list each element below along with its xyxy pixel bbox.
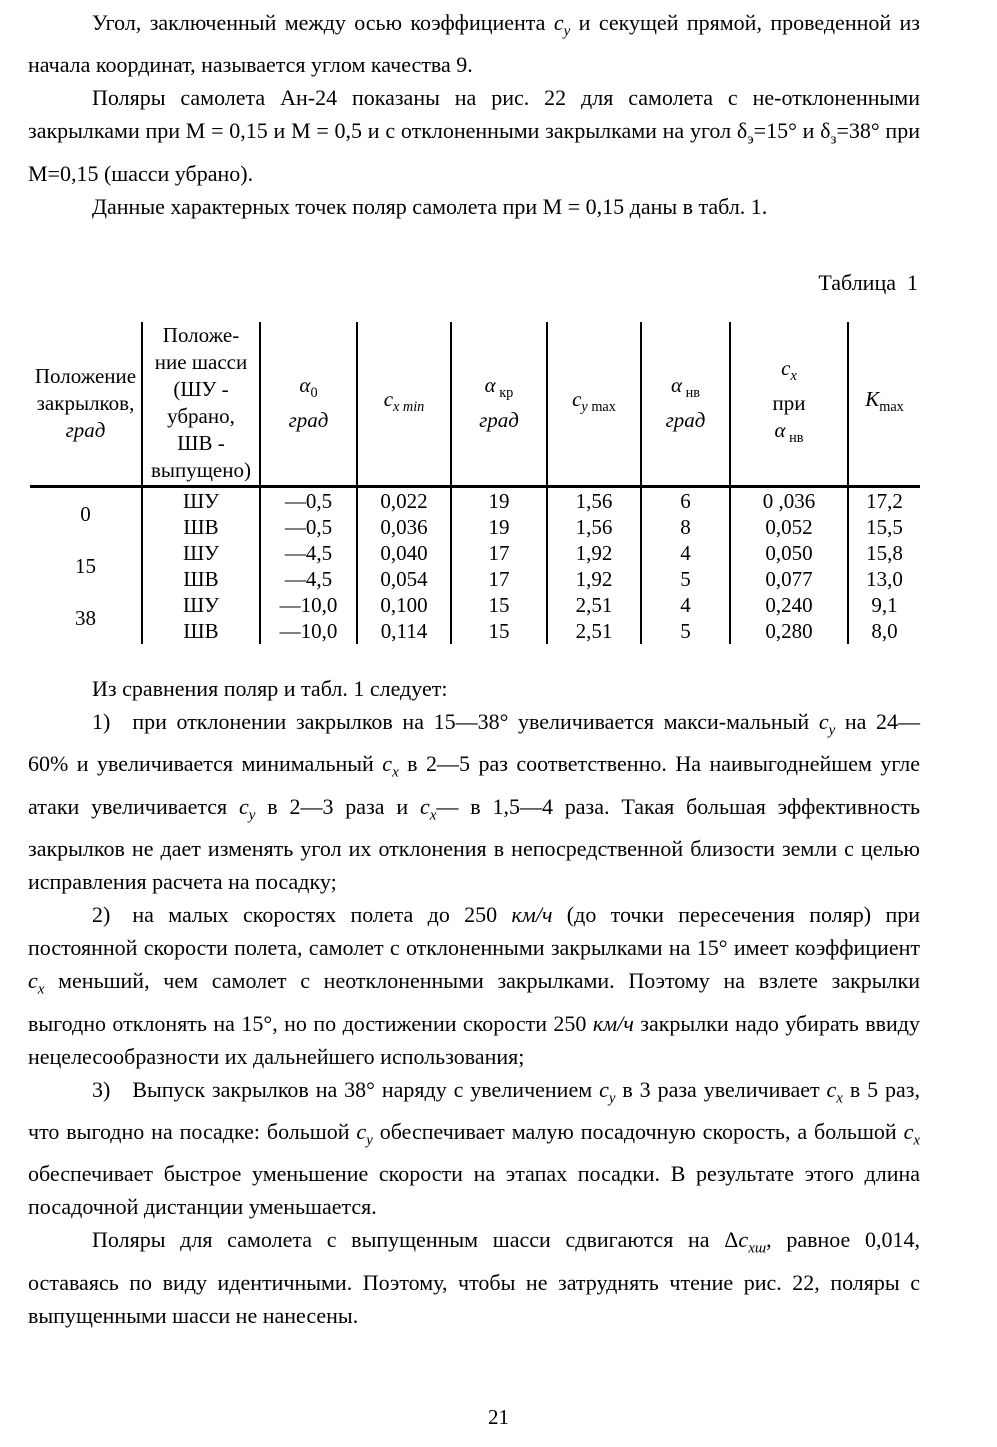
data-cell: 1,92 <box>547 566 641 592</box>
data-cell: —0,5 <box>260 514 357 540</box>
data-cell: ШУ <box>142 486 260 514</box>
data-cell: 4 <box>641 592 730 618</box>
data-cell: 0,077 <box>730 566 848 592</box>
data-cell: 15,8 <box>848 540 920 566</box>
table-row <box>30 540 920 566</box>
data-cell: 9,1 <box>848 592 920 618</box>
data-cell: ШВ <box>142 514 260 540</box>
paragraph-closing: Поляры для самолета с выпущенным шасси сдвигаются на $\Delta c_{хш}$, равное 0,014, оставаясь по виду идентичными. Поэтому, чтобы не затруднять чтение рис. 22, поляры с выпущенными шасси не нанесены. <box>28 1227 920 1328</box>
intro-section <box>28 6 920 223</box>
data-cell: 17 <box>451 540 547 566</box>
data-cell: —4,5 <box>260 566 357 592</box>
page-number: 21 <box>488 1405 509 1429</box>
data-cell: —4,5 <box>260 540 357 566</box>
data-cell: 17 <box>451 566 547 592</box>
data-cell: 8 <box>641 514 730 540</box>
header-alpha-cr: α $_{кр}$ град <box>451 322 547 486</box>
data-cell: 0,280 <box>730 618 848 644</box>
data-cell: 4 <box>641 540 730 566</box>
header-cy-max: $c_y$ $_{max}$ <box>547 322 641 486</box>
analysis-section <box>28 672 920 1332</box>
data-cell: 0 ,036 <box>730 486 848 514</box>
data-cell: 5 <box>641 566 730 592</box>
data-cell: ШВ <box>142 566 260 592</box>
paragraph-quality-angle: Угол, заключенный между осью коэффициента $c_y$ и секущей прямой, проведенной из начала координат, называется углом качества 9. <box>28 10 920 78</box>
flap-cell: 38 <box>75 605 96 630</box>
data-cell: 0,114 <box>357 618 451 644</box>
data-cell: 15 <box>451 592 547 618</box>
data-cell: 0,052 <box>730 514 848 540</box>
table-1 <box>30 322 920 644</box>
data-cell: 17,2 <box>848 486 920 514</box>
data-cell: 8,0 <box>848 618 920 644</box>
header-alpha-nv: α $_{нв}$ град <box>641 322 730 486</box>
data-cell: 19 <box>451 514 547 540</box>
paragraph-table-reference: Данные характерных точек поляр самолета при М = 0,15 даны в табл. 1. <box>92 193 768 219</box>
table-row <box>30 618 920 644</box>
paragraph-comparison-intro: Из сравнения поляр и табл. 1 следует: <box>92 676 448 701</box>
data-cell: 1,56 <box>547 486 641 514</box>
header-cx-min: $c_{x min}$ <box>357 322 451 486</box>
data-cell: 0,100 <box>357 592 451 618</box>
data-cell: 2,51 <box>547 618 641 644</box>
table-caption: Таблица 1 <box>818 270 918 295</box>
paragraph-item-2: 2) на малых скоростях полета до 250 км/ч (до точки пересечения поляр) при постоянной скорости полета, самолет с отклоненными закрылками на 15° имеет коэффициент $c_x$ меньший, чем самолет с неотклоненными закрылками. Поэтому на взлете закрылки выгодно отклонять на 15°, но по достижении скорости 250 км/ч закрылки надо убирать ввиду нецелесообразности их дальнейшего использования; <box>28 902 920 1069</box>
flap-cell: 0 <box>80 501 91 526</box>
data-cell: —0,5 <box>260 486 357 514</box>
table-row <box>30 514 920 540</box>
paragraph-item-1: 1) при отклонении закрылков на 15—38° увеличивается макси-мальный $c_y$ на 24—60% и увеличивается минимальный $c_x$ в 2—5 раз соответственно. На наивыгоднейшем угле атаки увеличивается $c_y$ в 2—3 раза и $c_x—$ в 1,5—4 раза. Такая большая эффективность закрылков не дает изменять угол их отклонения в непосредственной близости земли с целью исправления расчета на посадку; <box>28 709 921 895</box>
data-cell: 0,036 <box>357 514 451 540</box>
table-header-row <box>30 322 920 486</box>
data-cell: 6 <box>641 486 730 514</box>
header-alpha0: $\alpha_0$ град <box>260 322 357 486</box>
data-cell: 0,040 <box>357 540 451 566</box>
data-cell: 2,51 <box>547 592 641 618</box>
data-cell: 0,050 <box>730 540 848 566</box>
data-cell: 19 <box>451 486 547 514</box>
header-gear-position: Положе- ние шасси (ШУ - убрано, ШВ - выпущено) <box>142 322 260 486</box>
table-row <box>30 486 920 514</box>
data-cell: 1,56 <box>547 514 641 540</box>
data-cell: ШУ <box>142 540 260 566</box>
data-cell: 5 <box>641 618 730 644</box>
data-cell: 15 <box>451 618 547 644</box>
data-cell: —10,0 <box>260 592 357 618</box>
header-kmax: $K_{max}$ <box>848 322 920 486</box>
table-row <box>30 566 920 592</box>
data-cell: ШВ <box>142 618 260 644</box>
paragraph-item-3: 3) Выпуск закрылков на 38° наряду с увеличением $c_y$ в 3 раза увеличивает $c_x$ в 5 раз, что выгодно на посадке: большой $c_y$ обеспечивает малую посадочную скорость, а большой $c_x$ обеспечивает быстрое уменьшение скорости на этапах посадки. В результате этого длина посадочной дистанции уменьшается. <box>28 1076 920 1220</box>
data-cell: 0,054 <box>357 566 451 592</box>
flap-cell: 15 <box>75 553 96 578</box>
data-cell: —10,0 <box>260 618 357 644</box>
data-cell: 0,022 <box>357 486 451 514</box>
data-cell: 0,240 <box>730 592 848 618</box>
paragraph-polars-an24: Поляры самолета Ан-24 показаны на рис. 22 для самолета с не-отклоненными закрылками при М = 0,15 и М = 0,5 и с отклоненными закрылками на угол $\delta_э=15^\circ$ и $\delta_з=38^\circ$ при М=0,15 (шасси убрано). <box>28 85 920 186</box>
header-cx-at-alpha-nv: $c_x$ при α $_{нв}$ <box>730 322 848 486</box>
table-row <box>30 592 920 618</box>
data-cell: 1,92 <box>547 540 641 566</box>
header-flap-position: Положение закрылков, град <box>30 322 142 486</box>
data-cell: ШУ <box>142 592 260 618</box>
data-cell: 15,5 <box>848 514 920 540</box>
data-cell: 13,0 <box>848 566 920 592</box>
